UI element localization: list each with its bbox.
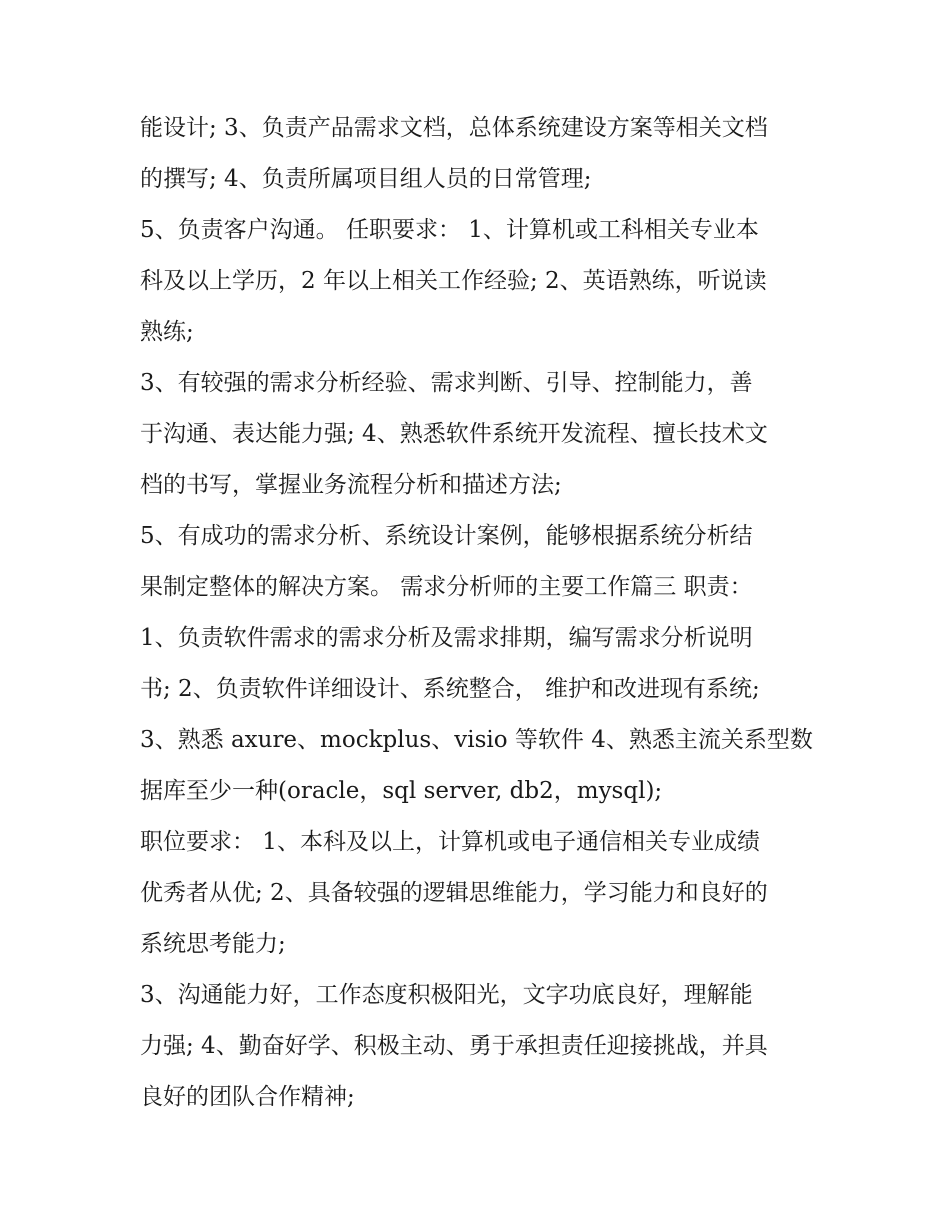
text-line: 优秀者从优; 2、具备较强的逻辑思维能力，学习能力和良好的 [140,880,768,906]
text-line: 5、有成功的需求分析、系统设计案例，能够根据系统分析结 [140,523,753,549]
text-line: 于沟通、表达能力强; 4、熟悉软件系统开发流程、擅长技术文 [140,421,768,447]
text-line: 3、熟悉 axure、mockplus、visio 等软件 4、熟悉主流关系型数 [140,727,813,753]
text-line: 熟练; [140,319,194,345]
text-line: 3、沟通能力好，工作态度积极阳光，文字功底良好，理解能 [140,982,753,1008]
text-line: 良好的团队合作精神; [140,1084,355,1110]
text-line: 3、有较强的需求分析经验、需求判断、引导、控制能力，善 [140,370,753,396]
text-line: 的撰写; 4、负责所属项目组人员的日常管理; [140,166,592,192]
text-line: 系统思考能力; [140,931,286,957]
text-line: 1、负责软件需求的需求分析及需求排期，编写需求分析说明 [140,625,753,651]
text-line: 力强; 4、勤奋好学、积极主动、勇于承担责任迎接挑战，并具 [140,1033,768,1059]
text-line: 档的书写，掌握业务流程分析和描述方法; [140,472,562,498]
document-body [140,103,820,1123]
text-line: 果制定整体的解决方案。 需求分析师的主要工作篇三 职责： [140,574,753,600]
text-line: 5、负责客户沟通。 任职要求： 1、计算机或工科相关专业本 [140,217,759,243]
text-line: 据库至少一种(oracle，sql server, db2，mysql); [140,778,663,804]
text-line: 书; 2、负责软件详细设计、系统整合， 维护和改进现有系统; [140,676,760,702]
text-line: 能设计; 3、负责产品需求文档，总体系统建设方案等相关文档 [140,115,768,141]
text-line: 科及以上学历，2 年以上相关工作经验; 2、英语熟练，听说读 [140,268,767,294]
text-line: 职位要求： 1、本科及以上，计算机或电子通信相关专业成绩 [140,829,760,855]
